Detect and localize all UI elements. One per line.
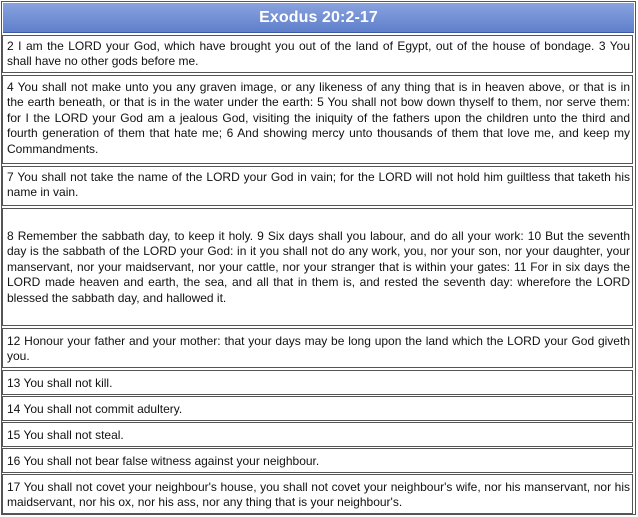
- verse-text: 16 You shall not bear false witness against your neighbour.: [7, 454, 320, 468]
- table-header: [3, 3, 634, 33]
- table-row: [2, 448, 633, 473]
- verse-text: 14 You shall not commit adultery.: [7, 402, 183, 416]
- table-row: [2, 166, 633, 206]
- verse-text: 17 You shall not covet your neighbour's house, you shall not covet your neighbour's wife, nor his manservant, nor his maidservant, nor his ox, nor his ass, nor any thing that is your neighbour's.: [7, 480, 630, 510]
- page-title: Exodus 20:2-17: [259, 8, 378, 26]
- table-row: [2, 370, 633, 395]
- verse-text: 15 You shall not steal.: [7, 428, 124, 442]
- verse-text: 12 Honour your father and your mother: that your days may be long upon the land which the LORD your God giveth you.: [7, 334, 630, 364]
- verse-text: 8 Remember the sabbath day, to keep it holy. 9 Six days shall you labour, and do all your work: 10 But the seventh day is the sabbath of the LORD your God: in it you shall not do any work, you, nor your son, nor your daughter, your manservant, nor your maidservant, nor your cattle, nor your stranger that is within your gates: 11 For in six days the LORD made heaven and earth, the sea, and all that in them is, and rested the seventh day: wherefore the LORD blessed the sabbath day, and hallowed it.: [7, 229, 630, 305]
- verse-text: 7 You shall not take the name of the LORD your God in vain; for the LORD will not hold him guiltless that taketh his name in vain.: [7, 170, 630, 200]
- table-row: [2, 35, 633, 73]
- table-row: [2, 422, 633, 447]
- table-row: [2, 328, 633, 368]
- verse-text: 4 You shall not make unto you any graven image, or any likeness of any thing that is in heaven above, or that is in the earth beneath, or that is in the water under the earth: 5 You shall not bow down thyself to them, nor serve them: for I the LORD your God am a jealous God, visiting the iniquity of the fathers upon the children unto the third and fourth generation of them that hate me; 6 And showing mercy unto thousands of them that love me, and keep my Commandments.: [7, 80, 630, 156]
- table-row: [2, 208, 633, 326]
- table-row: [2, 396, 633, 421]
- table-row: [2, 474, 633, 514]
- verse-text: 13 You shall not kill.: [7, 376, 113, 390]
- verse-text: 2 I am the LORD your God, which have brought you out of the land of Egypt, out of the house of bondage. 3 You shall have no other gods before me.: [7, 39, 630, 69]
- table-row: [2, 75, 633, 164]
